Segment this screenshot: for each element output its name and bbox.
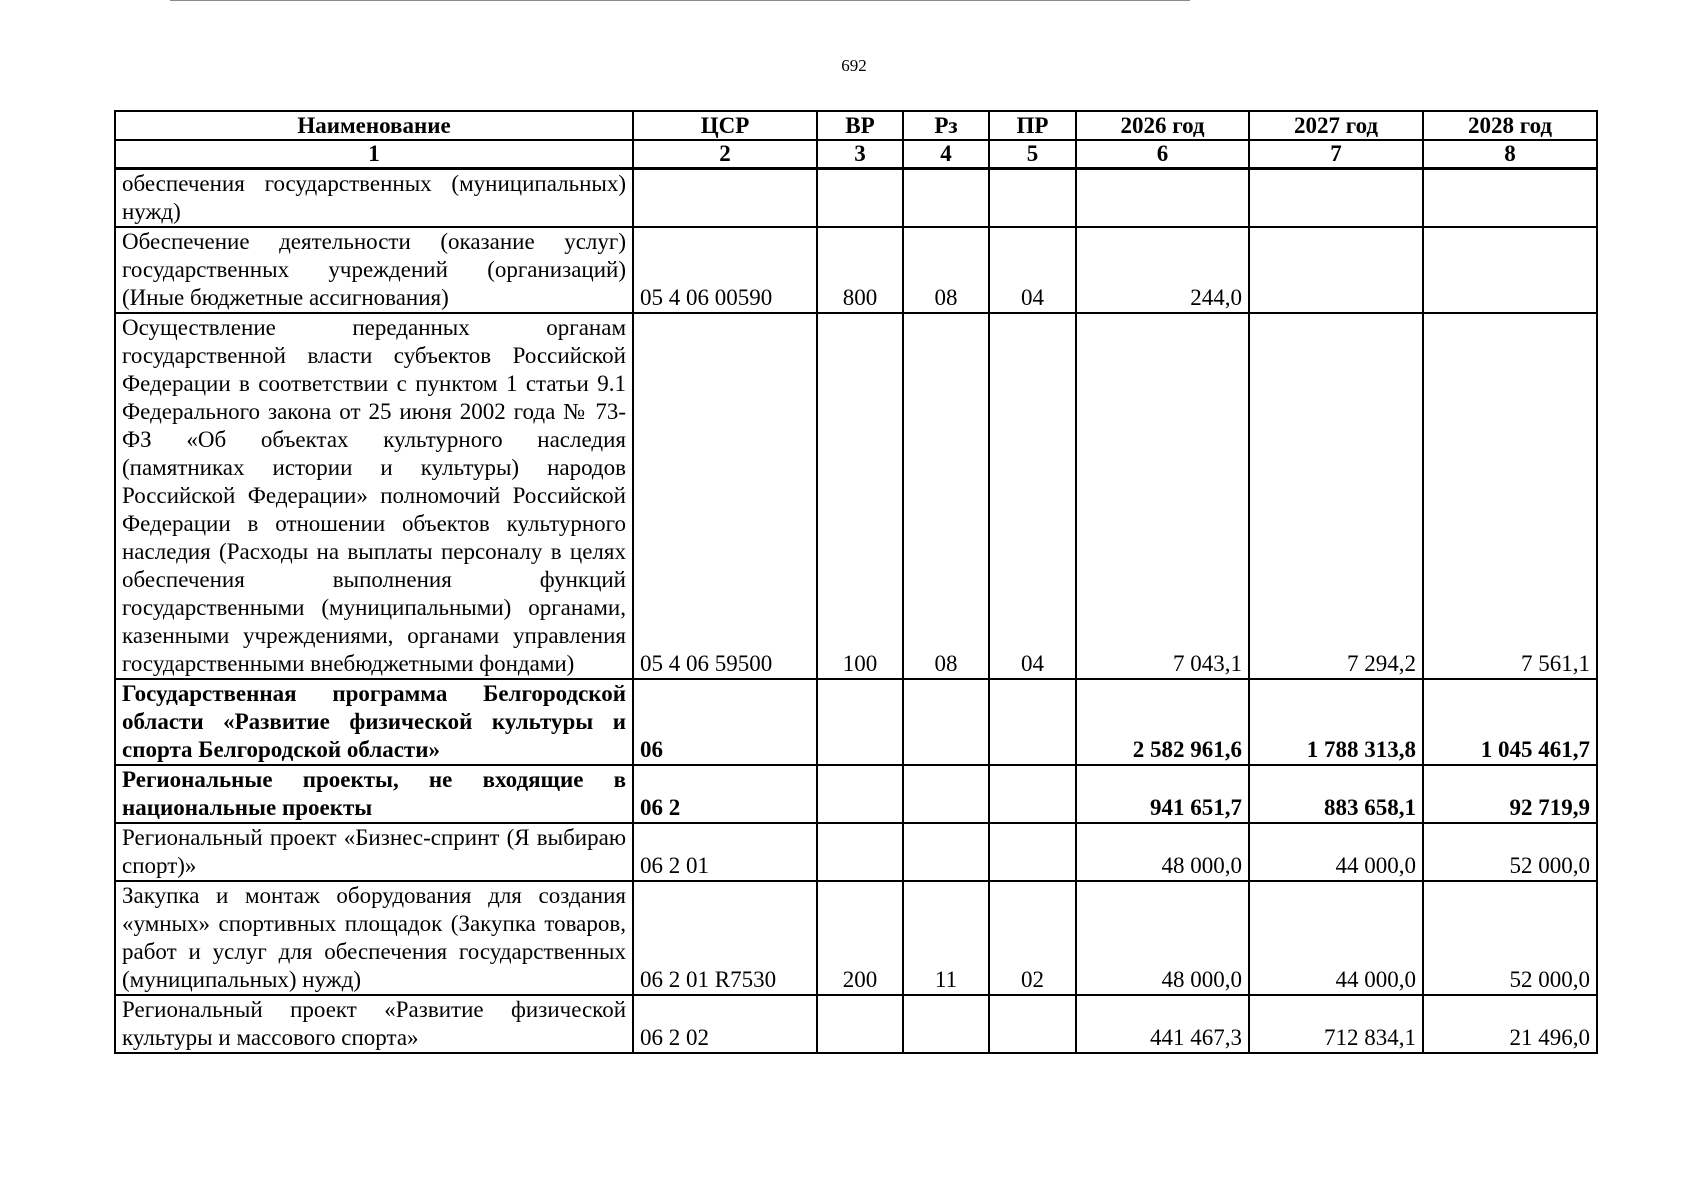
header-pr: ПР <box>989 111 1076 140</box>
cell-rz <box>903 765 989 823</box>
column-number: 5 <box>989 140 1076 169</box>
cell-vr <box>817 679 903 765</box>
header-vr: ВР <box>817 111 903 140</box>
scan-edge-line <box>170 0 1190 1</box>
cell-vr: 800 <box>817 227 903 313</box>
cell-name: Закупка и монтаж оборудования для создания «умных» спортивных площадок (Закупка товаров, работ и услуг для обеспечения государственных (муниципальных) нужд) <box>115 881 633 995</box>
cell-2026: 7 043,1 <box>1076 313 1249 679</box>
cell-pr: 04 <box>989 313 1076 679</box>
table-row <box>115 679 1597 765</box>
cell-2027 <box>1249 227 1423 313</box>
cell-2028: 1 045 461,7 <box>1423 679 1597 765</box>
cell-pr <box>989 765 1076 823</box>
cell-rz <box>903 169 989 228</box>
cell-2026: 48 000,0 <box>1076 823 1249 881</box>
cell-2028: 7 561,1 <box>1423 313 1597 679</box>
budget-table <box>114 110 1598 1054</box>
table-row <box>115 995 1597 1053</box>
cell-name: Государственная программа Белгородской области «Развитие физической культуры и спорта Белгородской области» <box>115 679 633 765</box>
cell-2027: 44 000,0 <box>1249 881 1423 995</box>
cell-name: Региональные проекты, не входящие в национальные проекты <box>115 765 633 823</box>
header-2026: 2026 год <box>1076 111 1249 140</box>
cell-2027: 44 000,0 <box>1249 823 1423 881</box>
table-row <box>115 227 1597 313</box>
cell-2027 <box>1249 169 1423 228</box>
cell-vr: 200 <box>817 881 903 995</box>
header-2028: 2028 год <box>1423 111 1597 140</box>
cell-csr: 06 2 01 <box>633 823 817 881</box>
cell-2028 <box>1423 227 1597 313</box>
column-number: 8 <box>1423 140 1597 169</box>
cell-rz <box>903 995 989 1053</box>
cell-2028: 21 496,0 <box>1423 995 1597 1053</box>
cell-pr <box>989 995 1076 1053</box>
cell-name: обеспечения государственных (муниципальных) нужд) <box>115 169 633 228</box>
cell-pr: 04 <box>989 227 1076 313</box>
cell-vr: 100 <box>817 313 903 679</box>
cell-pr <box>989 823 1076 881</box>
cell-rz: 08 <box>903 227 989 313</box>
cell-name: Региональный проект «Бизнес-спринт (Я выбираю спорт)» <box>115 823 633 881</box>
cell-csr: 05 4 06 00590 <box>633 227 817 313</box>
cell-pr: 02 <box>989 881 1076 995</box>
cell-rz: 08 <box>903 313 989 679</box>
cell-2026: 941 651,7 <box>1076 765 1249 823</box>
column-number-row <box>115 140 1597 169</box>
cell-2028: 52 000,0 <box>1423 823 1597 881</box>
cell-2027: 7 294,2 <box>1249 313 1423 679</box>
header-csr: ЦСР <box>633 111 817 140</box>
cell-2026: 441 467,3 <box>1076 995 1249 1053</box>
cell-pr <box>989 169 1076 228</box>
cell-pr <box>989 679 1076 765</box>
header-2027: 2027 год <box>1249 111 1423 140</box>
cell-name: Обеспечение деятельности (оказание услуг) государственных учреждений (организаций) (Иные бюджетные ассигнования) <box>115 227 633 313</box>
cell-csr: 06 <box>633 679 817 765</box>
table-row <box>115 881 1597 995</box>
cell-rz: 11 <box>903 881 989 995</box>
cell-csr: 06 2 01 R7530 <box>633 881 817 995</box>
cell-vr <box>817 995 903 1053</box>
cell-csr: 06 2 02 <box>633 995 817 1053</box>
column-number: 4 <box>903 140 989 169</box>
cell-rz <box>903 823 989 881</box>
column-number: 3 <box>817 140 903 169</box>
cell-2028: 52 000,0 <box>1423 881 1597 995</box>
column-number: 7 <box>1249 140 1423 169</box>
table-row <box>115 765 1597 823</box>
cell-vr <box>817 169 903 228</box>
page-number: 692 <box>841 56 867 75</box>
cell-2026: 2 582 961,6 <box>1076 679 1249 765</box>
cell-vr <box>817 823 903 881</box>
cell-2027: 1 788 313,8 <box>1249 679 1423 765</box>
cell-2026: 48 000,0 <box>1076 881 1249 995</box>
cell-2026: 244,0 <box>1076 227 1249 313</box>
cell-2026 <box>1076 169 1249 228</box>
header-name: Наименование <box>115 111 633 140</box>
cell-csr <box>633 169 817 228</box>
header-rz: Рз <box>903 111 989 140</box>
table-row <box>115 313 1597 679</box>
header-row <box>115 111 1597 140</box>
column-number: 6 <box>1076 140 1249 169</box>
cell-2028 <box>1423 169 1597 228</box>
column-number: 2 <box>633 140 817 169</box>
cell-csr: 06 2 <box>633 765 817 823</box>
cell-vr <box>817 765 903 823</box>
cell-name: Региональный проект «Развитие физической культуры и массового спорта» <box>115 995 633 1053</box>
cell-rz <box>903 679 989 765</box>
cell-name: Осуществление переданных органам государственной власти субъектов Российской Федерации в соответствии с пунктом 1 статьи 9.1 Федерального закона от 25 июня 2002 года № 73-ФЗ «Об объектах культурного наследия (памятниках истории и культуры) народов Российской Федерации» полномочий Российской Федерации в отношении объектов культурного наследия (Расходы на выплаты персоналу в целях обеспечения выполнения функций государственными (муниципальными) органами, казенными учреждениями, органами управления государственными внебюджетными фондами) <box>115 313 633 679</box>
table-row <box>115 823 1597 881</box>
table-row <box>115 169 1597 228</box>
cell-2027: 712 834,1 <box>1249 995 1423 1053</box>
column-number: 1 <box>115 140 633 169</box>
cell-2028: 92 719,9 <box>1423 765 1597 823</box>
cell-2027: 883 658,1 <box>1249 765 1423 823</box>
cell-csr: 05 4 06 59500 <box>633 313 817 679</box>
